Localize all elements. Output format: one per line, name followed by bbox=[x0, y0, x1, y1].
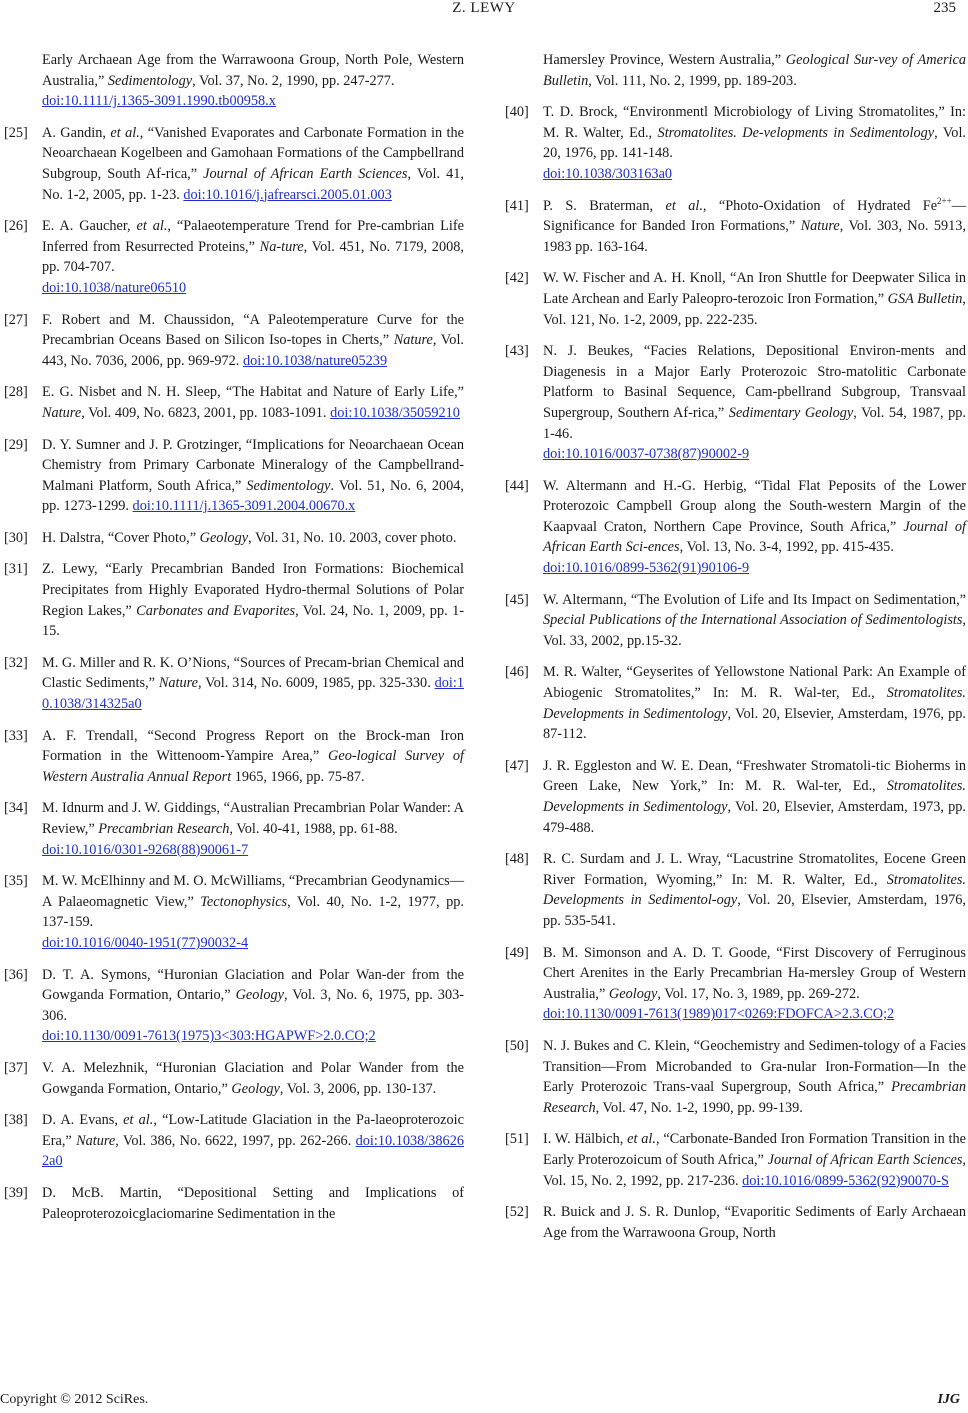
running-head-author: Z. LEWY bbox=[452, 0, 516, 16]
doi-link[interactable]: doi:10.1130/0091-7613(1989)017<0269:FDOFCA>2.3.CO;2 bbox=[543, 1006, 895, 1023]
reference-number: [39] bbox=[4, 1184, 28, 1201]
reference-52: [52] R. Buick and J. S. R. Dunlop, “Evaporitic Sediments of Early Archaean Age from the Warrawoona Group, North bbox=[505, 1202, 966, 1243]
doi-link[interactable]: doi:10.1016/0899-5362(92)90070-S bbox=[742, 1172, 950, 1189]
reference-28: [28] E. G. Nisbet and N. H. Sleep, “The Habitat and Nature of Early Life,” Nature, Vol. 409, No. 6823, 2001, pp. 1083-1091. doi:10.1038/35059210 bbox=[4, 382, 464, 423]
reference-number: [43] bbox=[505, 343, 529, 360]
reference-34: [34] M. Idnurm and J. W. Giddings, “Australian Precambrian Polar Wander: A Review,” Precambrian Research, Vol. 40-41, 1988, pp. 61-88. doi:10.1016/0301-9268(88)90061-7 bbox=[4, 798, 464, 860]
reference-number: [50] bbox=[505, 1037, 529, 1054]
doi-link[interactable]: doi:10.1038/nature05239 bbox=[242, 352, 388, 369]
reference-number: [37] bbox=[4, 1059, 28, 1076]
reference-number: [25] bbox=[4, 124, 28, 141]
doi-link[interactable]: doi:10.1038/nature06510 bbox=[42, 279, 187, 296]
reference-number: [46] bbox=[505, 664, 529, 681]
reference-26: [26] E. A. Gaucher, et al., “Palaeotemperature Trend for Pre-cambrian Life Inferred from Resurrected Proteins,” Na-ture, Vol. 451, No. 7179, 2008, pp. 704-707. doi:10.1038/nature06510 bbox=[4, 216, 464, 298]
doi-link[interactable]: doi:10.1016/0301-9268(88)90061-7 bbox=[42, 841, 249, 858]
reference-37: [37] V. A. Melezhnik, “Huronian Glaciation and Polar Wander from the Gowganda Formation, Ontario,” Geology, Vol. 3, 2006, pp. 130-137. bbox=[4, 1058, 464, 1099]
reference-42: [42] W. W. Fischer and A. H. Knoll, “An Iron Shuttle for Deepwater Silica in Late Archean and Early Paleopro-terozoic Iron Formation,” GSA Bulletin, Vol. 121, No. 1-2, 2009, pp. 222-235. bbox=[505, 268, 966, 330]
reference-number: [45] bbox=[505, 591, 529, 608]
page-number: 235 bbox=[933, 0, 956, 16]
reference-number: [29] bbox=[4, 436, 28, 453]
reference-number: [47] bbox=[505, 757, 529, 774]
reference-number: [28] bbox=[4, 384, 28, 401]
reference-46: [46] M. R. Walter, “Geyserites of Yellowstone National Park: An Example of Abiogenic Stromatolites,” In: M. R. Wal-ter, Ed., Stromatolites. Developments in Sedimentology, Vol. 20, Elsevier, Amsterdam, 1976, pp. 87-112. bbox=[505, 662, 966, 744]
reference-40: [40] T. D. Brock, “Environmentl Microbiology of Living Stromatolites,” In: M. R. Walter, Ed., Stromatolites. De-velopments in Sedimentology, Vol. 20, 1976, pp. 141-148. doi:10.1038/303163a0 bbox=[505, 102, 966, 184]
reference-number: [34] bbox=[4, 800, 28, 817]
reference-33: [33] A. F. Trendall, “Second Progress Report on the Brock-man Iron Formation in the Wittenoom-Yampire Area,” Geo-logical Survey of Western Australia Annual Report 1965, 1966, pp. 75-87. bbox=[4, 726, 464, 788]
reference-38: [38] D. A. Evans, et al., “Low-Latitude Glaciation in the Pa-laeoproterozoic Era,” Nature, Vol. 386, No. 6622, 1997, pp. 262-266. doi:10.1038/386262a0 bbox=[4, 1110, 464, 1172]
doi-link[interactable]: doi:10.1016/0040-1951(77)90032-4 bbox=[42, 934, 249, 951]
reference-number: [52] bbox=[505, 1204, 529, 1221]
left-column bbox=[4, 50, 464, 1235]
doi-link[interactable]: doi:10.1111/j.1365-3091.2004.00670.x bbox=[132, 498, 356, 515]
reference-25: [25] A. Gandin, et al., “Vanished Evaporates and Carbonate Formation in the Neoarchaean Kogelbeen and Gamohaan Formations of the Campbellrand Subgroup, South Af-rica,” Journal of African Earth Sciences, Vol. 41, No. 1-2, 2005, pp. 1-23. doi:10.1016/j.jafrearsci.2005.01.003 bbox=[4, 123, 464, 205]
doi-link[interactable]: doi:10.1038/35059210 bbox=[330, 404, 460, 421]
reference-number: [30] bbox=[4, 529, 28, 546]
reference-44: [44] W. Altermann and H.-G. Herbig, “Tidal Flat Peposits of the Lower Proterozoic Campbell Group along the South-western Margin of the Kaapvaal Craton, Northern Cape Province, South Africa,” Journal of African Earth Sci-ences, Vol. 13, No. 3-4, 1992, pp. 415-435. doi:10.1016/0899-5362(91)90106-9 bbox=[505, 476, 966, 579]
page-header bbox=[0, 0, 968, 24]
reference-number: [27] bbox=[4, 311, 28, 328]
doi-link[interactable]: doi:10.1038/303163a0 bbox=[543, 165, 673, 182]
reference-number: [35] bbox=[4, 873, 28, 890]
doi-link[interactable]: doi:10.1038/314325a0 bbox=[42, 675, 464, 713]
reference-43: [43] N. J. Beukes, “Facies Relations, Depositional Environ-ments and Diagenesis in a Major Early Proterozoic Stro-matolitic Carbonate Platform to Basinal Sequence, Cam-pbellrand Subgroup, Transvaal Supergroup, Southern Af-rica,” Sedimentary Geology, Vol. 54, 1987, pp. 1-46. doi:10.1016/0037-0738(87)90002-9 bbox=[505, 341, 966, 465]
doi-link[interactable]: doi:10.1016/j.jafrearsci.2005.01.003 bbox=[183, 186, 392, 203]
reference-continuation: Hamersley Province, Western Australia,” Geological Sur-vey of America Bulletin, Vol. 111, No. 2, 1999, pp. 189-203. bbox=[543, 52, 966, 89]
reference-29: [29] D. Y. Sumner and J. P. Grotzinger, “Implications for Neoarchaean Ocean Chemistry from Primary Carbonate Mineralogy of the Campbellrand-Malmani Platform, South Africa,” Sedimentology. Vol. 51, No. 6, 2004, pp. 1273-1299. doi:10.1111/j.1365-3091.2004.00670.x bbox=[4, 435, 464, 517]
reference-51: [51] I. W. Hälbich, et al., “Carbonate-Banded Iron Formation Transition in the Early Proterozoicum of South Africa,” Journal of African Earth Sciences, Vol. 15, No. 2, 1992, pp. 217-236. doi:10.1016/0899-5362(92)90070-S bbox=[505, 1129, 966, 1191]
doi-link[interactable]: doi:10.1038/386262a0 bbox=[42, 1132, 464, 1170]
reference-30: [30] H. Dalstra, “Cover Photo,” Geology, Vol. 31, No. 10. 2003, cover photo. bbox=[4, 528, 464, 549]
reference-number: [49] bbox=[505, 944, 529, 961]
reference-number: [31] bbox=[4, 561, 28, 578]
reference-number: [44] bbox=[505, 477, 529, 494]
reference-number: [48] bbox=[505, 851, 529, 868]
reference-number: [42] bbox=[505, 270, 529, 287]
reference-number: [33] bbox=[4, 727, 28, 744]
reference-number: [36] bbox=[4, 966, 28, 983]
reference-35: [35] M. W. McElhinny and M. O. McWilliams, “Precambrian Geodynamics—A Palaeomagnetic View,” Tectonophysics, Vol. 40, No. 1-2, 1977, pp. 137-159. doi:10.1016/0040-1951(77)90032-4 bbox=[4, 871, 464, 953]
reference-31: [31] Z. Lewy, “Early Precambrian Banded Iron Formations: Biochemical Precipitates from Highly Evaporated Hydro-thermal Solutions of Polar Region Lakes,” Carbonates and Evaporites, Vol. 24, No. 1, 2009, pp. 1-15. bbox=[4, 559, 464, 641]
reference-continuation: Early Archaean Age from the Warrawoona Group, North Pole, Western Australia,” Sedimentology, Vol. 37, No. 2, 1990, pp. 247-277. doi:10.1111/j.1365-3091.1990.tb00958.x bbox=[42, 52, 464, 110]
reference-47: [47] J. R. Eggleston and W. E. Dean, “Freshwater Stromatoli-tic Bioherms in Green Lake, New York,” In: M. R. Wal-ter, Ed., Stromatolites. Developments in Sedimentology, Vol. 20, Elsevier, Amsterdam, 1973, pp. 479-488. bbox=[505, 756, 966, 838]
reference-27: [27] F. Robert and M. Chaussidon, “A Paleotemperature Curve for the Precambrian Oceans Based on Silicon Iso-topes in Cherts,” Nature, Vol. 443, No. 7036, 2006, pp. 969-972. doi:10.1038/nature05239 bbox=[4, 310, 464, 372]
doi-link[interactable]: doi:10.1016/0037-0738(87)90002-9 bbox=[543, 446, 750, 463]
reference-39: [39] D. McB. Martin, “Depositional Setting and Implications of Paleoproterozoicglaciomarine Sedimentation in the bbox=[4, 1183, 464, 1224]
reference-49: [49] B. M. Simonson and A. D. T. Goode, “First Discovery of Ferruginous Chert Arenites in the Early Precambrian Ha-mersley Group of Western Australia,” Geology, Vol. 17, No. 3, 1989, pp. 269-272. doi:10.1130/0091-7613(1989)017<0269:FDOFCA>2.3.CO;2 bbox=[505, 943, 966, 1025]
reference-number: [40] bbox=[505, 104, 529, 121]
doi-link[interactable]: doi:10.1016/0899-5362(91)90106-9 bbox=[543, 560, 750, 577]
reference-36: [36] D. T. A. Symons, “Huronian Glaciation and Polar Wan-der from the Gowganda Formation, Ontario,” Geology, Vol. 3, No. 6, 1975, pp. 303-306. doi:10.1130/0091-7613(1975)3<303:HGAPWF>2.0.CO;2 bbox=[4, 965, 464, 1047]
reference-number: [32] bbox=[4, 654, 28, 671]
reference-number: [38] bbox=[4, 1112, 28, 1129]
reference-number: [51] bbox=[505, 1131, 529, 1148]
doi-link[interactable]: doi:10.1130/0091-7613(1975)3<303:HGAPWF>2.0.CO;2 bbox=[42, 1028, 376, 1045]
reference-50: [50] N. J. Bukes and C. Klein, “Geochemistry and Sedimen-tology of a Facies Transition—From Microbanded to Gra-nular Iron-Formation—In the Early Proterozoic Trans-vaal Supergroup, South Africa,” Precambrian Research, Vol. 47, No. 1-2, 1990, pp. 99-139. bbox=[505, 1036, 966, 1118]
doi-link[interactable]: doi:10.1111/j.1365-3091.1990.tb00958.x bbox=[42, 93, 276, 110]
copyright-notice: Copyright © 2012 SciRes. bbox=[0, 1392, 149, 1407]
reference-48: [48] R. C. Surdam and J. L. Wray, “Lacustrine Stromatolites, Eocene Green River Formation, Wyoming,” In: M. R. Walter, Ed., Stromatolites. Developments in Sedimentol-ogy, Vol. 20, Elsevier, Amsterdam, 1976, pp. 535-541. bbox=[505, 849, 966, 931]
journal-abbreviation: IJG bbox=[937, 1392, 960, 1407]
right-column bbox=[505, 50, 966, 1254]
reference-45: [45] W. Altermann, “The Evolution of Life and Its Impact on Sedimentation,” Special Publications of the International Association of Sedimentologists, Vol. 33, 2002, pp.15-32. bbox=[505, 590, 966, 652]
reference-41: [41] P. S. Braterman, et al., “Photo-Oxidation of Hydrated $Fe^{2++}—Significance$ for Banded Iron Formations,” Nature, Vol. 303, No. 5913, 1983 pp. 163-164. bbox=[505, 196, 966, 258]
reference-number: [26] bbox=[4, 218, 28, 235]
reference-number: [41] bbox=[505, 197, 529, 214]
reference-32: [32] M. G. Miller and R. K. O’Nions, “Sources of Precam-brian Chemical and Clastic Sediments,” Nature, Vol. 314, No. 6009, 1985, pp. 325-330. doi:10.1038/314325a0 bbox=[4, 653, 464, 715]
